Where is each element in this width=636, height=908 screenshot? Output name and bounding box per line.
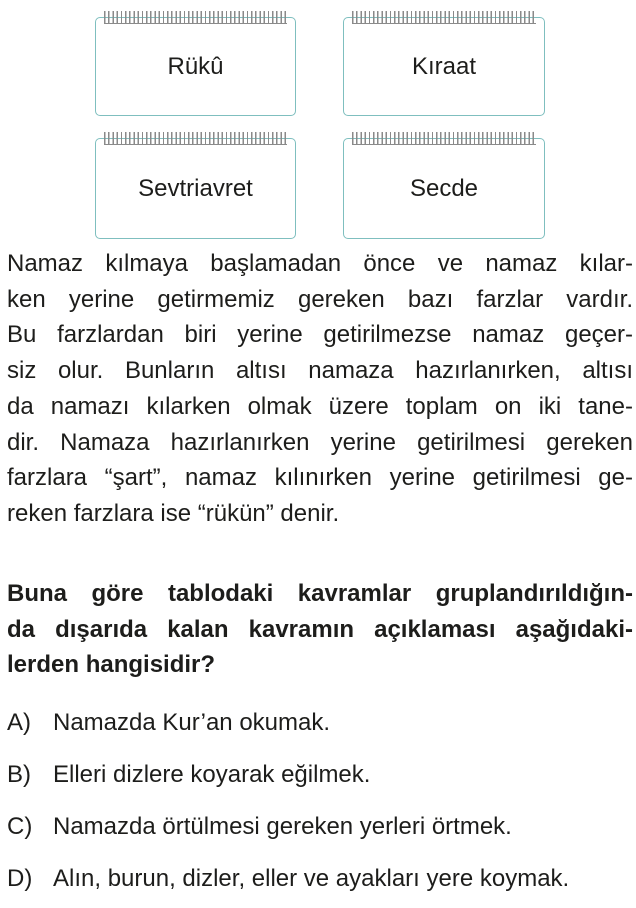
- option-letter: A): [7, 709, 31, 736]
- option-d[interactable]: [7, 856, 635, 908]
- passage-line: Bu farzlardan biri yerine getirilmezse namaz geçer-: [7, 321, 633, 349]
- passage-line: Namaz kılmaya başlamadan önce ve namaz kılar-: [7, 250, 633, 277]
- option-a[interactable]: [7, 700, 635, 752]
- concept-card-kiraat: [343, 17, 545, 116]
- option-letter: B): [7, 761, 31, 788]
- passage-line: da namazı kılarken olmak üzere toplam on iki tane-: [7, 392, 633, 420]
- option-text: Elleri dizlere koyarak eğilmek.: [53, 761, 371, 788]
- spiral-binding: [104, 132, 287, 145]
- passage-line: farzlara “şart”, namaz kılınırken yerine getirilmesi ge-: [7, 464, 633, 492]
- option-letter: C): [7, 813, 33, 840]
- passage-line: reken farzlara ise “rükün” denir.: [7, 499, 340, 527]
- option-b[interactable]: [7, 752, 635, 804]
- concept-card-rukû: [95, 17, 296, 116]
- concept-card-sevtriavret: [95, 138, 296, 239]
- concept-card-secde: [343, 138, 545, 239]
- option-text: Namazda Kur’an okumak.: [53, 709, 331, 736]
- option-text: Namazda örtülmesi gereken yerleri örtmek.: [53, 813, 512, 840]
- concept-term: Secde: [409, 174, 479, 202]
- concept-term: Rükû: [167, 52, 224, 80]
- spiral-binding: [352, 132, 536, 145]
- passage-line: dir. Namaza hazırlanırken yerine getirilmesi gereken: [7, 428, 633, 456]
- answer-options: [7, 700, 635, 908]
- passage-line: siz olur. Bunların altısı namaza hazırlanırken, altısı: [7, 357, 633, 385]
- option-text: Alın, burun, dizler, eller ve ayakları yere koymak.: [53, 865, 570, 892]
- question-line: da dışarıda kalan kavramın açıklaması aşağıdaki-: [7, 615, 633, 643]
- question-line: lerden hangisidir?: [7, 651, 216, 679]
- spiral-binding: [352, 11, 536, 24]
- option-c[interactable]: [7, 804, 635, 856]
- question-line: Buna göre tablodaki kavramlar gruplandırıldığın-: [7, 580, 633, 607]
- passage-line: ken yerine getirmemiz gereken bazı farzlar vardır.: [7, 285, 633, 313]
- concept-term: Sevtriavret: [138, 174, 253, 202]
- concept-term: Kıraat: [411, 52, 477, 80]
- passage-text: [7, 246, 633, 532]
- question-stem: [7, 576, 633, 683]
- spiral-binding: [104, 11, 287, 24]
- option-letter: D): [7, 865, 33, 892]
